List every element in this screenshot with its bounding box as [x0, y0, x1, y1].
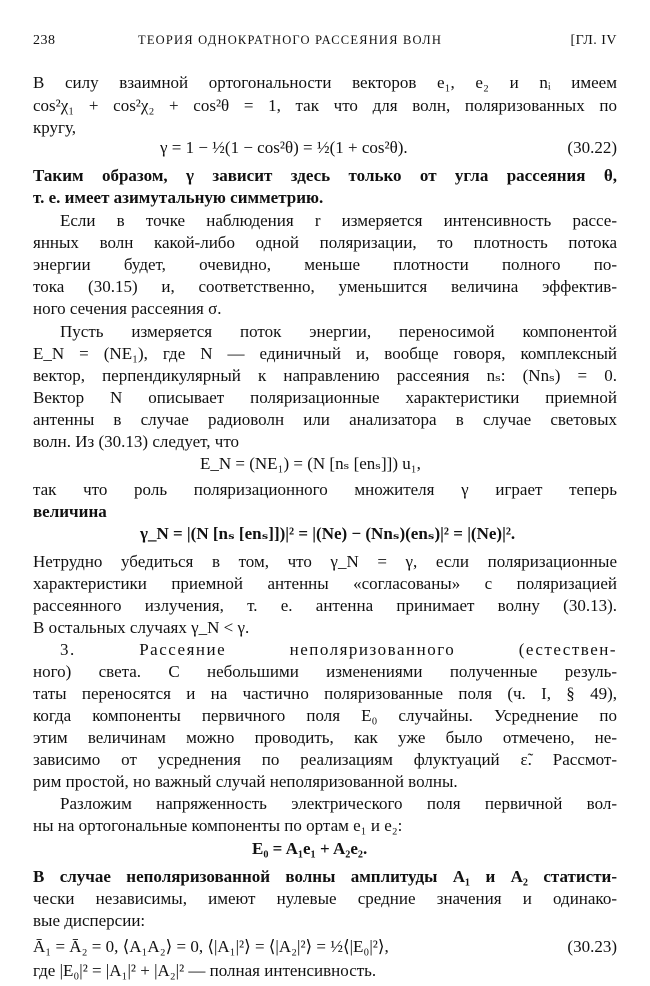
equation-gamma-N: γ_N = |(N [nₛ [enₛ]])|² = |(Ne) − (Nnₛ)(enₛ)|² = |(Ne)|². — [140, 524, 516, 543]
text-line: янных волн какой-либо одной поляризации, то плотность потока — [33, 233, 617, 252]
paragraph-first-line: Разложим напряженность электрического поля первичной вол- — [60, 794, 617, 813]
section-heading: 3. Рассеяние неполяризованного (естествен- — [60, 640, 617, 659]
text-line: ны на ортогональные компоненты по ортам e₁ и e₂: — [33, 816, 403, 835]
text-line: характеристики приемной антенны «согласованы» с поляризацией — [33, 574, 617, 593]
text-line: таты переносятся и на частично поляризованные поля (ч. I, § 49), — [33, 684, 617, 703]
text-line: рим простой, но важный случай неполяризованной волны. — [33, 772, 458, 791]
text-line: Нетрудно убедиться в том, что γ_N = γ, если поляризационные — [33, 552, 617, 571]
text-line: кругу, — [33, 118, 77, 137]
paragraph-first-line: Пусть измеряется поток энергии, переносимой компонентой — [60, 322, 617, 341]
text-line: ного) света. С небольшими изменениями полученные резуль- — [33, 662, 617, 681]
text-line: энергии будет, очевидно, меньше плотности полного по- — [33, 255, 617, 274]
paragraph-first-line: Если в точке наблюдения r измеряется интенсивность рассе- — [60, 211, 617, 230]
text-line: где |E₀|² = |A₁|² + |A₂|² — полная интенсивность. — [33, 961, 377, 980]
equation-number: (30.22) — [567, 138, 617, 157]
chapter-label: [ГЛ. IV — [570, 33, 617, 48]
equation-30-22: γ = 1 − ½(1 − cos²θ) = ½(1 + cos²θ). — [160, 138, 408, 157]
text-line: ного сечения рассеяния σ. — [33, 299, 222, 318]
text-line: рассеянного излучения, т. е. антенна принимает волну (30.13). — [33, 596, 617, 615]
page-number: 238 — [33, 33, 56, 48]
text-line: антенны в случае радиоволн или анализатора в случае световых — [33, 410, 617, 429]
text-line: Вектор N описывает поляризационные характеристики приемной — [33, 388, 617, 407]
text-line: В силу взаимной ортогональности векторов e₁, e₂ и nᵢ имеем — [33, 73, 617, 92]
text-line: когда компоненты первичного поля E₀ случайны. Усреднение по — [33, 706, 617, 725]
text-line: тока (30.15) и, соответственно, уменьшится величина эффектив- — [33, 277, 617, 296]
equation-30-23: Ā₁ = Ā₂ = 0, ⟨A₁A₂⟩ = 0, ⟨|A₁|²⟩ = ⟨|A₂|²⟩ = ½⟨|E₀|²⟩, — [33, 937, 389, 956]
text-line: волн. Из (30.13) следует, что — [33, 432, 240, 451]
equation-E0: E₀ = A₁e₁ + A₂e₂. — [252, 839, 368, 858]
text-line: В случае неполяризованной волны амплитуды A₁ и A₂ статисти- — [33, 867, 617, 886]
text-line: чески независимы, имеют нулевые средние значения и одинако- — [33, 889, 617, 908]
text-line: величина — [33, 502, 107, 521]
text-line: вектор, перпендикулярный к направлению рассеяния nₛ: (Nnₛ) = 0. — [33, 366, 617, 385]
text-line: Таким образом, γ зависит здесь только от угла рассеяния θ, — [33, 166, 617, 185]
equation-EN: E_N = (NE₁) = (N [nₛ [enₛ]]) u₁, — [200, 454, 421, 473]
text-line: так что роль поляризационного множителя γ играет теперь — [33, 480, 617, 499]
running-header — [33, 33, 617, 53]
text-line: т. е. имеет азимутальную симметрию. — [33, 188, 324, 207]
text-line: В остальных случаях γ_N < γ. — [33, 618, 250, 637]
running-title: ТЕОРИЯ ОДНОКРАТНОГО РАССЕЯНИЯ ВОЛН — [138, 33, 443, 47]
text-line: вые дисперсии: — [33, 911, 146, 930]
text-line: зависимо от усреднения по реализациям флуктуаций ε̃. Рассмот- — [33, 750, 617, 769]
text-line: cos²χ₁ + cos²χ₂ + cos²θ = 1, так что для волн, поляризованных по — [33, 96, 617, 115]
text-line: E_N = (NE₁), где N — единичный и, вообще говоря, комплексный — [33, 344, 617, 363]
text-line: этим величинам можно проводить, как уже было отмечено, не- — [33, 728, 617, 747]
equation-number: (30.23) — [567, 937, 617, 956]
